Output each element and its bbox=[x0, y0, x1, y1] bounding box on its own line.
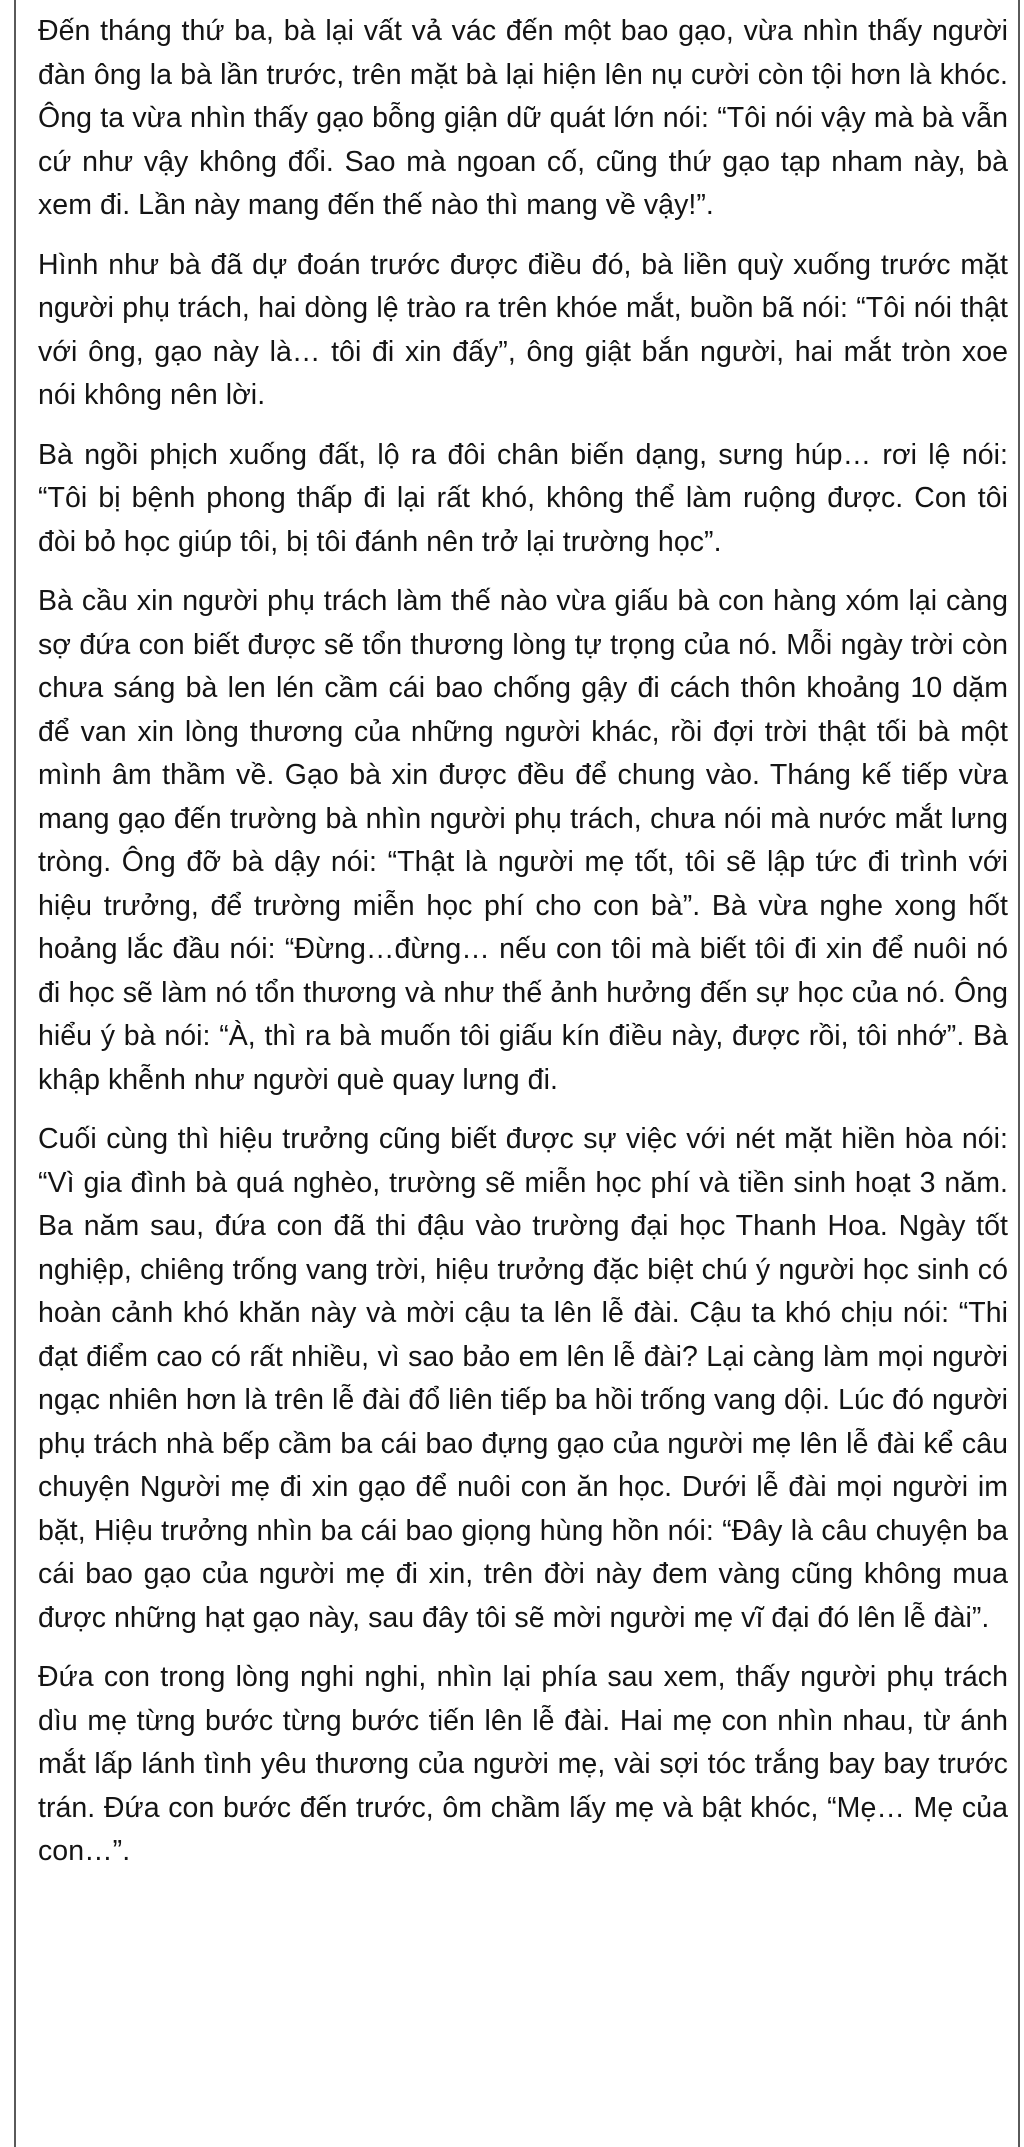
paragraph-5: Cuối cùng thì hiệu trưởng cũng biết được sự việc với nét mặt hiền hòa nói: “Vì gia đình bà quá nghèo, trường sẽ miễn học phí và tiền sinh hoạt 3 năm. Ba năm sau, đứa con đã thi đậu vào trường đại học Thanh Hoa. Ngày tốt nghiệp, chiêng trống vang trời, hiệu trưởng đặc biệt chú ý người học sinh có hoàn cảnh khó khăn này và mời cậu ta lên lễ đài. Cậu ta khó chịu nói: “Thi đạt điểm cao có rất nhiều, vì sao bảo em lên lễ đài? Lại càng làm mọi người ngạc nhiên hơn là trên lễ đài đổ liên tiếp ba hồi trống vang dội. Lúc đó người phụ trách nhà bếp cầm ba cái bao đựng gạo của người mẹ lên lễ đài kể câu chuyện Người mẹ đi xin gạo để nuôi con ăn học. Dưới lễ đài mọi người im bặt, Hiệu trưởng nhìn ba cái bao giọng hùng hồn nói: “Đây là câu chuyện ba cái bao gạo của người mẹ đi xin, trên đời này đem vàng cũng không mua được những hạt gạo này, sau đây tôi sẽ mời người mẹ vĩ đại đó lên lễ đài”. bbox=[38, 1123, 1008, 1634]
paragraph-1: Đến tháng thứ ba, bà lại vất vả vác đến một bao gạo, vừa nhìn thấy người đàn ông la bà lần trước, trên mặt bà lại hiện lên nụ cười còn tội hơn là khóc. Ông ta vừa nhìn thấy gạo bỗng giận dữ quát lớn nói: “Tôi nói vậy mà bà vẫn cứ như vậy không đổi. Sao mà ngoan cố, cũng thứ gạo tạp nham này, bà xem đi. Lần này mang đến thế nào thì mang về vậy!”. bbox=[38, 15, 1008, 221]
paragraph-6: Đứa con trong lòng nghi nghi, nhìn lại phía sau xem, thấy người phụ trách dìu mẹ từng bước từng bước tiến lên lễ đài. Hai mẹ con nhìn nhau, từ ánh mắt lấp lánh tình yêu thương của người mẹ, vài sợi tóc trắng bay bay trước trán. Đứa con bước đến trước, ôm chầm lấy mẹ và bật khóc, “Mẹ… Mẹ của con…”. bbox=[38, 1661, 1008, 1867]
paragraph-2: Hình như bà đã dự đoán trước được điều đó, bà liền quỳ xuống trước mặt người phụ trách, hai dòng lệ trào ra trên khóe mắt, buồn bã nói: “Tôi nói thật với ông, gạo này là… tôi đi xin đấy”, ông giật bắn người, hai mắt tròn xoe nói không nên lời. bbox=[38, 248, 1008, 411]
paragraph-4: Bà cầu xin người phụ trách làm thế nào vừa giấu bà con hàng xóm lại càng sợ đứa con biết được sẽ tổn thương lòng tự trọng của nó. Mỗi ngày trời còn chưa sáng bà len lén cầm cái bao chống gậy đi cách thôn khoảng 10 dặm để van xin lòng thương của những người khác, rồi đợi trời thật tối bà một mình âm thầm về. Gạo bà xin được đều để chung vào. Tháng kế tiếp vừa mang gạo đến trường bà nhìn người phụ trách, chưa nói mà nước mắt lưng tròng. Ông đỡ bà dậy nói: “Thật là người mẹ tốt, tôi sẽ lập tức đi trình với hiệu trưởng, để trường miễn học phí cho con bà”. Bà vừa nghe xong hốt hoảng lắc đầu nói: “Đừng…đừng… nếu con tôi mà biết tôi đi xin để nuôi nó đi học sẽ làm nó tổn thương và như thế ảnh hưởng đến sự học của nó. Ông hiểu ý bà nói: “À, thì ra bà muốn tôi giấu kín điều này, được rồi, tôi nhớ”. Bà khập khễnh như người què quay lưng đi. bbox=[38, 585, 1008, 1096]
document-page bbox=[14, 0, 1020, 2147]
article-body bbox=[38, 10, 1008, 1874]
paragraph-3: Bà ngồi phịch xuống đất, lộ ra đôi chân biến dạng, sưng húp… rơi lệ nói: “Tôi bị bệnh phong thấp đi lại rất khó, không thể làm ruộng được. Con tôi đòi bỏ học giúp tôi, bị tôi đánh nên trở lại trường học”. bbox=[38, 438, 1008, 558]
